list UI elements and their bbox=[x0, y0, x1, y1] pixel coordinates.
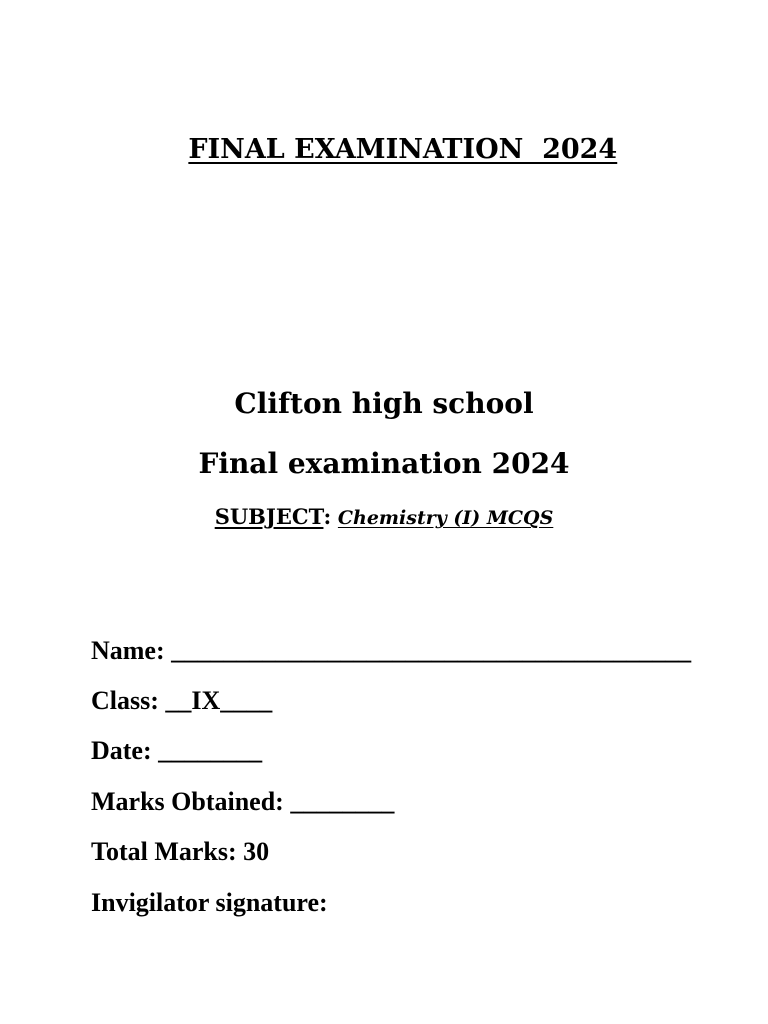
school-name: Clifton high school bbox=[234, 387, 534, 420]
total-marks-field: Total Marks: 30 bbox=[91, 837, 270, 866]
document-title bbox=[0, 96, 768, 204]
invigilator-signature-field: Invigilator signature: bbox=[91, 888, 328, 917]
subject-colon: : bbox=[323, 504, 332, 529]
subject-line bbox=[0, 502, 768, 533]
date-field: Date: ________ bbox=[91, 736, 263, 765]
document-title-text: FINAL EXAMINATION 2024 bbox=[188, 134, 618, 165]
subject-label: SUBJECT bbox=[214, 504, 324, 529]
subject-value: Chemistry (I) MCQS bbox=[337, 507, 554, 529]
name-field: Name: ________________________________________ bbox=[91, 636, 692, 665]
class-field: Class: __IX____ bbox=[91, 686, 273, 715]
marks-obtained-field: Marks Obtained: ________ bbox=[91, 787, 395, 816]
exam-name: Final examination 2024 bbox=[198, 447, 570, 480]
